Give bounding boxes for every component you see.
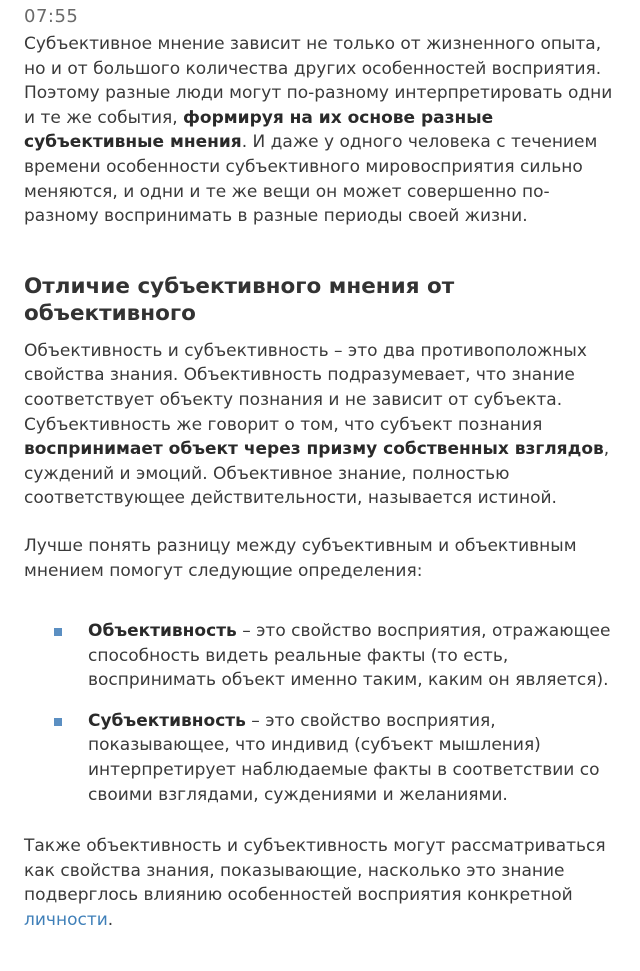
definition-text: – это свойство восприятия, показывающее, что индивид (субъект мышления) интерпретирует наблюдаемые факты в соответствии со своими взглядами, суждениями и желаниями. bbox=[88, 710, 600, 805]
article-content bbox=[24, 32, 622, 933]
article-paragraph-2 bbox=[24, 339, 622, 511]
square-bullet-icon bbox=[54, 718, 62, 726]
definitions-list bbox=[24, 619, 622, 807]
definition-item-subjectivity bbox=[24, 709, 622, 807]
definition-item-objectivity bbox=[24, 619, 622, 693]
paragraph-text: . bbox=[107, 910, 114, 931]
article-paragraph-1 bbox=[24, 32, 622, 229]
paragraph-text: Также объективность и субъективность могут рассматриваться как свойства знания, показывающие, насколько это знание подверглось влиянию особенностей восприятия конкретной bbox=[24, 836, 606, 906]
article-paragraph-3: Лучше понять разницу между субъективным и объективным мнением помогут следующие определения: bbox=[24, 535, 577, 581]
paragraph-text: Объективность и субъективность – это два противоположных свойства знания. Объективность подразумевает, что знание соответствует объекту познания и не зависит от субъекта. Субъективность же говорит о том, что субъект познания bbox=[24, 340, 587, 435]
personality-link[interactable]: личности bbox=[24, 910, 108, 931]
paragraph-bold-text: воспринимает объект через призму собственных взглядов bbox=[24, 439, 604, 460]
paragraph-text: . И даже у одного человека с течением времени особенности субъективного мировосприятия сильно меняются, и одни и те же вещи он может совершенно по-разному воспринимать в разные периоды своей жизни. bbox=[24, 132, 598, 227]
paragraph-text: Субъективное мнение зависит не только от жизненного опыта, но и от большого количества других особенностей восприятия. Поэтому разные люди могут по-разному интерпретировать одни и те же события, bbox=[24, 34, 613, 128]
status-bar-time: 07:55 bbox=[24, 6, 79, 27]
definition-term: Объективность bbox=[88, 621, 237, 642]
paragraph-text: , суждений и эмоций. Объективное знание, полностью соответствующее действительности, называется истиной. bbox=[24, 439, 610, 509]
section-heading: Отличие субъективного мнения от объективного bbox=[24, 273, 455, 326]
article-paragraph-4 bbox=[24, 834, 622, 932]
paragraph-bold-text: формируя на их основе разные субъективные мнения bbox=[24, 107, 494, 153]
square-bullet-icon bbox=[54, 628, 62, 636]
definition-term: Субъективность bbox=[88, 710, 246, 731]
definition-text: – это свойство восприятия, отражающее способность видеть реальные факты (то есть, воспринимать объект именно таким, каким он является). bbox=[88, 621, 611, 691]
